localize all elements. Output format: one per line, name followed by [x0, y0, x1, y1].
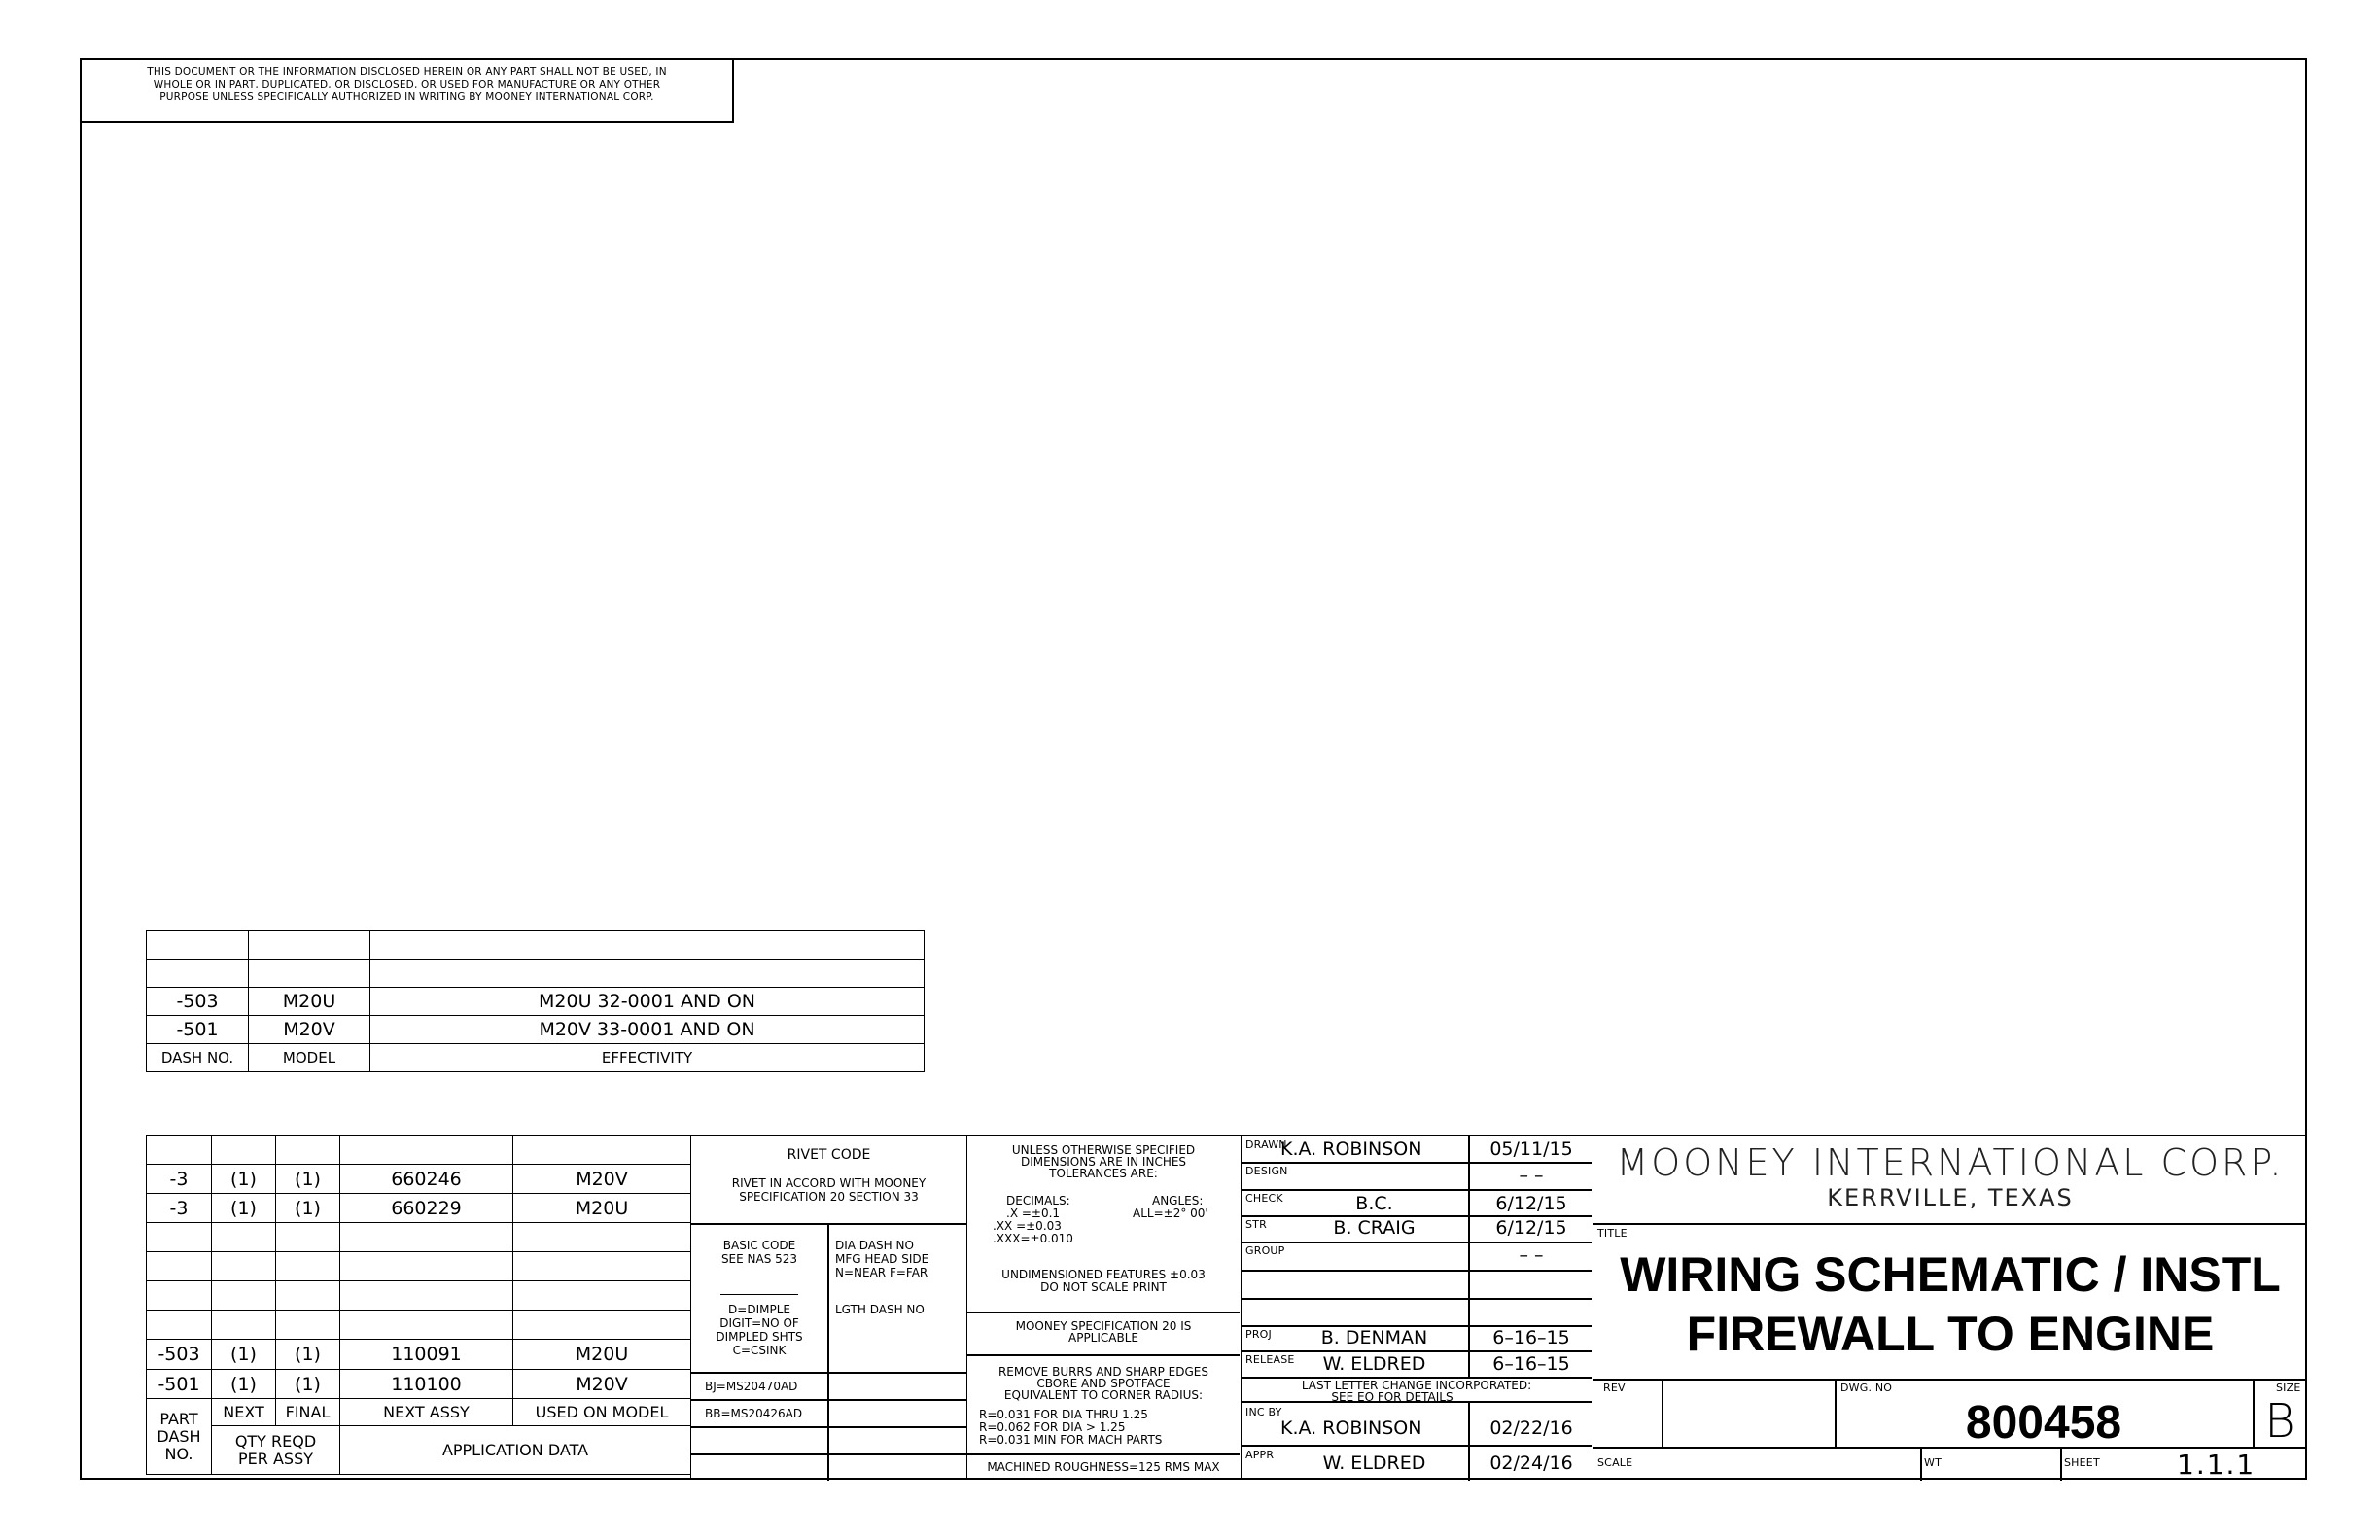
effectivity-cell	[370, 960, 925, 988]
size-label: SIZE	[2276, 1382, 2301, 1394]
check-name: B.C.	[1355, 1193, 1393, 1214]
table-row	[147, 960, 925, 988]
table-row	[147, 1223, 691, 1252]
drawing-size: B	[2264, 1394, 2295, 1449]
rivet-desc-2: SPECIFICATION 20 SECTION 33	[739, 1190, 919, 1204]
dash-cell: -501	[147, 1016, 249, 1044]
next-cell	[212, 1311, 276, 1340]
check-label: CHECK	[1245, 1192, 1283, 1205]
final-cell	[276, 1136, 340, 1165]
part-cell	[147, 1252, 212, 1281]
rivet-d-3: DIMPLED SHTS	[716, 1330, 803, 1344]
rivet-lgth: LGTH DASH NO	[835, 1303, 925, 1316]
tol-r-1: R=0.031 FOR DIA THRU 1.25	[979, 1408, 1148, 1421]
application-header-row-2	[147, 1426, 691, 1475]
final-cell	[276, 1223, 340, 1252]
table-row	[147, 1340, 691, 1370]
model-header: MODEL	[249, 1044, 370, 1072]
tol-x1: .X =±0.1	[1006, 1207, 1061, 1220]
table-row	[147, 1252, 691, 1281]
table-row	[147, 1016, 925, 1044]
rivet-code-block	[690, 1135, 967, 1480]
signoff-block	[1242, 1135, 1593, 1480]
dash-header: DASH NO.	[147, 1044, 249, 1072]
tol-x3: .XXX=±0.010	[993, 1232, 1073, 1245]
next-cell: (1)	[212, 1165, 276, 1194]
model-cell: M20V	[249, 1016, 370, 1044]
part-cell: -501	[147, 1370, 212, 1399]
scale-label: SCALE	[1597, 1456, 1633, 1469]
notice-line-3: PURPOSE UNLESS SPECIFICALLY AUTHORIZED IN WRITING BY MOONEY INTERNATIONAL CORP.	[159, 91, 654, 103]
proj-date: 6–16–15	[1492, 1327, 1570, 1348]
next-cell: (1)	[212, 1194, 276, 1223]
rev-label: REV	[1603, 1382, 1626, 1394]
model-cell: M20U	[249, 988, 370, 1016]
str-name: B. CRAIG	[1333, 1217, 1416, 1239]
title-block	[1593, 1135, 2307, 1480]
rivet-dia-2: MFG HEAD SIDE	[835, 1252, 929, 1266]
rivet-dia-3: N=NEAR F=FAR	[835, 1266, 928, 1279]
next-cell	[212, 1281, 276, 1311]
group-date: – –	[1519, 1244, 1544, 1266]
final-cell	[276, 1252, 340, 1281]
group-label: GROUP	[1245, 1244, 1285, 1257]
model-cell: M20V	[513, 1370, 691, 1399]
notice-line-2: WHOLE OR IN PART, DUPLICATED, OR DISCLOSED, OR USED FOR MANUFACTURE OR ANY OTHER	[153, 79, 661, 90]
table-row	[147, 1370, 691, 1399]
application-table	[146, 1135, 691, 1475]
table-row	[147, 1194, 691, 1223]
next-cell	[212, 1223, 276, 1252]
effectivity-cell	[370, 931, 925, 960]
incby-date: 02/22/16	[1489, 1418, 1573, 1439]
next-cell: (1)	[212, 1370, 276, 1399]
rivet-d-1: D=DIMPLE	[728, 1303, 790, 1316]
model-cell	[513, 1136, 691, 1165]
incby-label: INC BY	[1245, 1406, 1282, 1418]
model-cell	[513, 1252, 691, 1281]
proj-name: B. DENMAN	[1320, 1327, 1428, 1348]
str-label: STR	[1245, 1218, 1267, 1231]
part-cell: -3	[147, 1194, 212, 1223]
tol-spec-1: MOONEY SPECIFICATION 20 IS	[1015, 1319, 1192, 1333]
appr-name: W. ELDRED	[1322, 1452, 1426, 1474]
part-cell	[147, 1311, 212, 1340]
model-cell	[513, 1311, 691, 1340]
tol-x2: .XX =±0.03	[993, 1219, 1062, 1233]
tol-burr-1: REMOVE BURRS AND SHARP EDGES	[998, 1365, 1209, 1379]
drawing-number: 800458	[1965, 1397, 2122, 1449]
part-cell	[147, 1136, 212, 1165]
sheet-label: SHEET	[2064, 1456, 2100, 1469]
rivet-bb: BB=MS20426AD	[705, 1407, 803, 1420]
table-row	[147, 1165, 691, 1194]
part-dash-header: PART DASH NO.	[147, 1399, 212, 1475]
design-label: DESIGN	[1245, 1165, 1288, 1177]
effectivity-header-row	[147, 1044, 925, 1072]
assy-cell: 660229	[340, 1194, 513, 1223]
release-date: 6–16–15	[1492, 1353, 1570, 1375]
dash-cell: -503	[147, 988, 249, 1016]
table-row	[147, 988, 925, 1016]
drawn-name: K.A. ROBINSON	[1280, 1138, 1422, 1160]
drawn-date: 05/11/15	[1489, 1138, 1573, 1160]
model-cell	[249, 931, 370, 960]
rivet-basic-1: BASIC CODE	[722, 1239, 796, 1252]
proj-label: PROJ	[1245, 1328, 1272, 1341]
model-cell: M20U	[513, 1340, 691, 1370]
tol-angles: ANGLES:	[1152, 1194, 1204, 1208]
appr-label: APPR	[1245, 1449, 1275, 1461]
company-name: MOONEY INTERNATIONAL CORP.	[1616, 1141, 2285, 1184]
application-header-row	[147, 1399, 691, 1426]
tol-roughness: MACHINED ROUGHNESS=125 RMS MAX	[987, 1460, 1220, 1474]
effectivity-cell: M20U 32-0001 AND ON	[370, 988, 925, 1016]
model-cell	[249, 960, 370, 988]
tolerance-block	[967, 1135, 1242, 1480]
tol-burr-2: CBORE AND SPOTFACE	[1036, 1377, 1171, 1390]
tol-line-1: UNLESS OTHERWISE SPECIFIED	[1011, 1143, 1196, 1157]
dash-cell	[147, 931, 249, 960]
tol-undim-2: DO NOT SCALE PRINT	[1040, 1280, 1167, 1294]
qty-reqd-header: QTY REQD PER ASSY	[212, 1426, 340, 1475]
tol-decimals: DECIMALS:	[1006, 1194, 1070, 1208]
assy-cell	[340, 1136, 513, 1165]
part-cell: -3	[147, 1165, 212, 1194]
incby-name: K.A. ROBINSON	[1280, 1418, 1422, 1439]
assy-cell	[340, 1311, 513, 1340]
effectivity-cell: M20V 33-0001 AND ON	[370, 1016, 925, 1044]
used-on-header: USED ON MODEL	[513, 1399, 691, 1426]
final-cell: (1)	[276, 1194, 340, 1223]
final-cell	[276, 1281, 340, 1311]
proprietary-notice	[80, 58, 734, 122]
dwg-no-label: DWG. NO	[1840, 1382, 1893, 1394]
next-assy-header: NEXT ASSY	[340, 1399, 513, 1426]
model-cell: M20V	[513, 1165, 691, 1194]
rivet-d-2: DIGIT=NO OF	[719, 1316, 799, 1330]
tol-burr-3: EQUIVALENT TO CORNER RADIUS:	[1003, 1388, 1204, 1402]
tol-angle-value: ALL=±2° 00'	[1133, 1207, 1208, 1220]
next-header: NEXT	[212, 1399, 276, 1426]
company-location: KERRVILLE, TEXAS	[1827, 1184, 2074, 1211]
tol-spec-2: APPLICABLE	[1068, 1331, 1138, 1345]
next-cell: (1)	[212, 1340, 276, 1370]
drawing-title-1: WIRING SCHEMATIC / INSTL	[1620, 1247, 2281, 1302]
assy-cell	[340, 1281, 513, 1311]
final-cell	[276, 1311, 340, 1340]
final-header: FINAL	[276, 1399, 340, 1426]
model-cell	[513, 1281, 691, 1311]
tol-undim-1: UNDIMENSIONED FEATURES ±0.03	[1001, 1268, 1206, 1281]
assy-cell: 110100	[340, 1370, 513, 1399]
dash-cell	[147, 960, 249, 988]
application-data-header: APPLICATION DATA	[340, 1426, 691, 1475]
assy-cell: 660246	[340, 1165, 513, 1194]
next-cell	[212, 1252, 276, 1281]
part-cell	[147, 1281, 212, 1311]
tol-line-2: DIMENSIONS ARE IN INCHES	[1020, 1155, 1187, 1169]
last-letter-2: SEE EO FOR DETAILS	[1331, 1390, 1453, 1404]
assy-cell: 110091	[340, 1340, 513, 1370]
rivet-desc-1: RIVET IN ACCORD WITH MOONEY	[731, 1176, 927, 1190]
assy-cell	[340, 1252, 513, 1281]
part-cell	[147, 1223, 212, 1252]
assy-cell	[340, 1223, 513, 1252]
final-cell: (1)	[276, 1340, 340, 1370]
next-cell	[212, 1136, 276, 1165]
table-row	[147, 1311, 691, 1340]
release-label: RELEASE	[1245, 1353, 1295, 1366]
design-date: – –	[1519, 1165, 1544, 1186]
last-letter-1: LAST LETTER CHANGE INCORPORATED:	[1301, 1379, 1532, 1392]
effectivity-header: EFFECTIVITY	[370, 1044, 925, 1072]
drawing-title-2: FIREWALL TO ENGINE	[1686, 1307, 2215, 1361]
rivet-bj: BJ=MS20470AD	[705, 1380, 798, 1393]
final-cell: (1)	[276, 1370, 340, 1399]
notice-line-1: THIS DOCUMENT OR THE INFORMATION DISCLOSED HEREIN OR ANY PART SHALL NOT BE USED, IN	[147, 66, 667, 78]
table-row	[147, 931, 925, 960]
check-date: 6/12/15	[1495, 1193, 1567, 1214]
model-cell: M20U	[513, 1194, 691, 1223]
effectivity-table	[146, 930, 925, 1072]
part-cell: -503	[147, 1340, 212, 1370]
str-date: 6/12/15	[1495, 1217, 1567, 1239]
rivet-d-4: C=CSINK	[732, 1344, 787, 1357]
sheet-number: 1.1.1	[2177, 1449, 2257, 1481]
wt-label: WT	[1924, 1456, 1942, 1469]
rivet-title: RIVET CODE	[787, 1147, 871, 1163]
table-row	[147, 1136, 691, 1165]
bottom-block	[146, 1135, 2307, 1480]
drawn-label: DRAWN	[1245, 1138, 1287, 1151]
appr-date: 02/24/16	[1489, 1452, 1573, 1474]
tol-r-2: R=0.062 FOR DIA > 1.25	[979, 1420, 1126, 1434]
model-cell	[513, 1223, 691, 1252]
table-row	[147, 1281, 691, 1311]
rivet-dia-1: DIA DASH NO	[835, 1239, 914, 1252]
rivet-basic-2: SEE NAS 523	[720, 1252, 798, 1266]
release-name: W. ELDRED	[1322, 1353, 1426, 1375]
title-label: TITLE	[1597, 1227, 1628, 1240]
tol-r-3: R=0.031 MIN FOR MACH PARTS	[979, 1433, 1163, 1447]
tol-line-3: TOLERANCES ARE:	[1049, 1167, 1158, 1180]
final-cell: (1)	[276, 1165, 340, 1194]
